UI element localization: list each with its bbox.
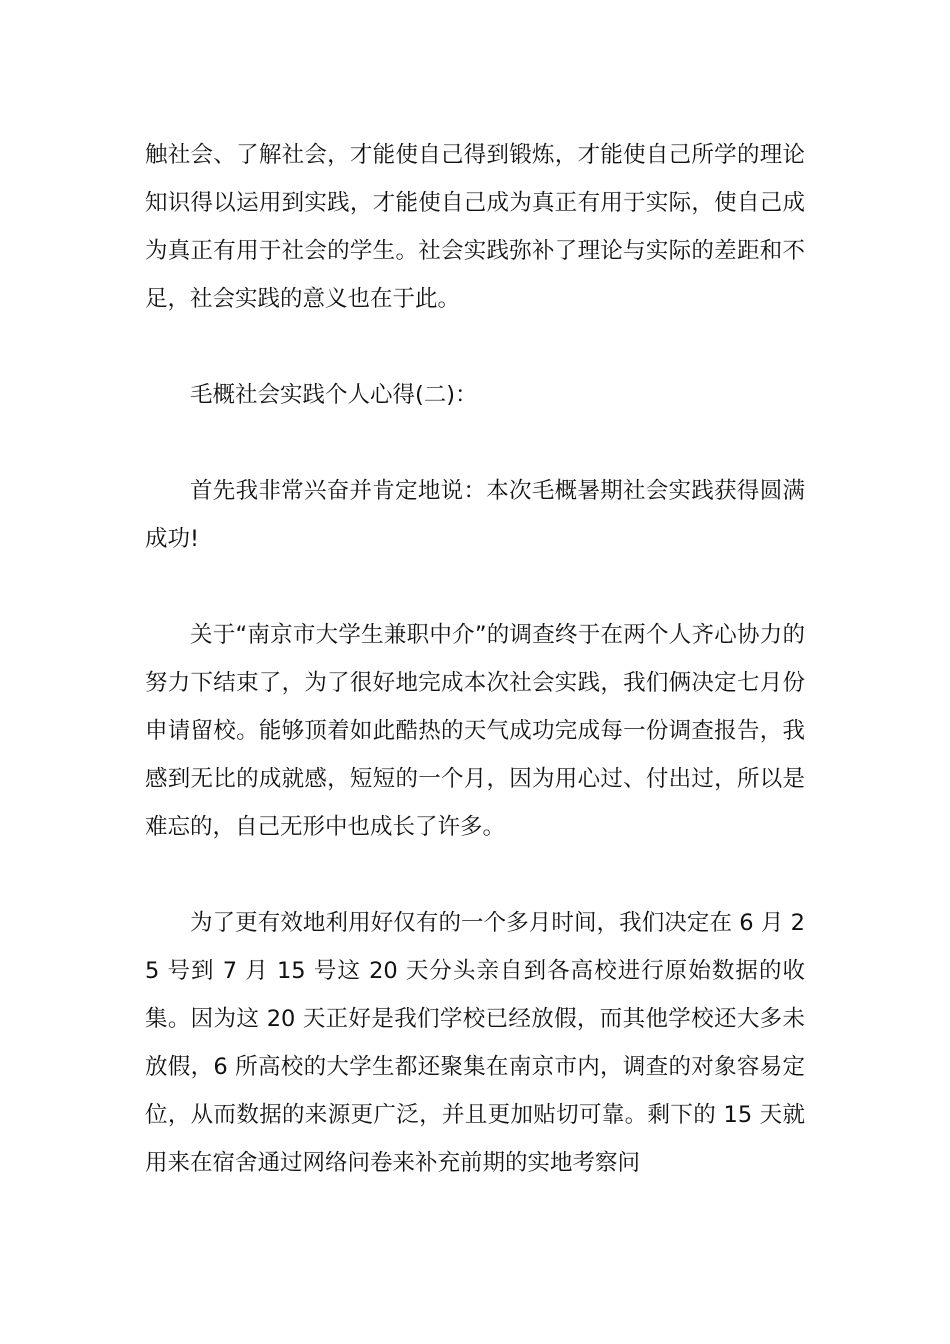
paragraph-intro: 首先我非常兴奋并肯定地说：本次毛概暑期社会实践获得圆满成功! bbox=[145, 478, 805, 552]
paragraph-continued: 触社会、了解社会，才能使自己得到锻炼，才能使自己所学的理论知识得以运用到实践，才能使自己成为真正有用于实际，使自己成为真正有用于社会的学生。社会实践弥补了理论与实际的差距和不足，社会实践的意义也在于此。 bbox=[145, 142, 805, 312]
document-body bbox=[145, 131, 805, 1187]
paragraph-schedule: 为了更有效地利用好仅有的一个多月时间，我们决定在 6 月 25 号到 7 月 15 号这 20 天分头亲自到各高校进行原始数据的收集。因为这 20 天正好是我们学校已经放假，而其他学校还大多未放假，6 所高校的大学生都还聚集在南京市内，调查的对象容易定位，从而数据的来源更广泛，并且更加贴切可靠。剩下的 15 天就用来在宿舍通过网络问卷来补充前期的实地考察问 bbox=[145, 910, 805, 1176]
paragraph-survey: 关于“南京市大学生兼职中介”的调查终于在两个人齐心协力的努力下结束了，为了很好地完成本次社会实践，我们俩决定七月份申请留校。能够顶着如此酷热的天气成功完成每一份调查报告，我感到无比的成就感，短短的一个月，因为用心过、付出过，所以是难忘的，自己无形中也成长了许多。 bbox=[145, 622, 805, 840]
section-heading: 毛概社会实践个人心得(二)： bbox=[190, 382, 478, 408]
